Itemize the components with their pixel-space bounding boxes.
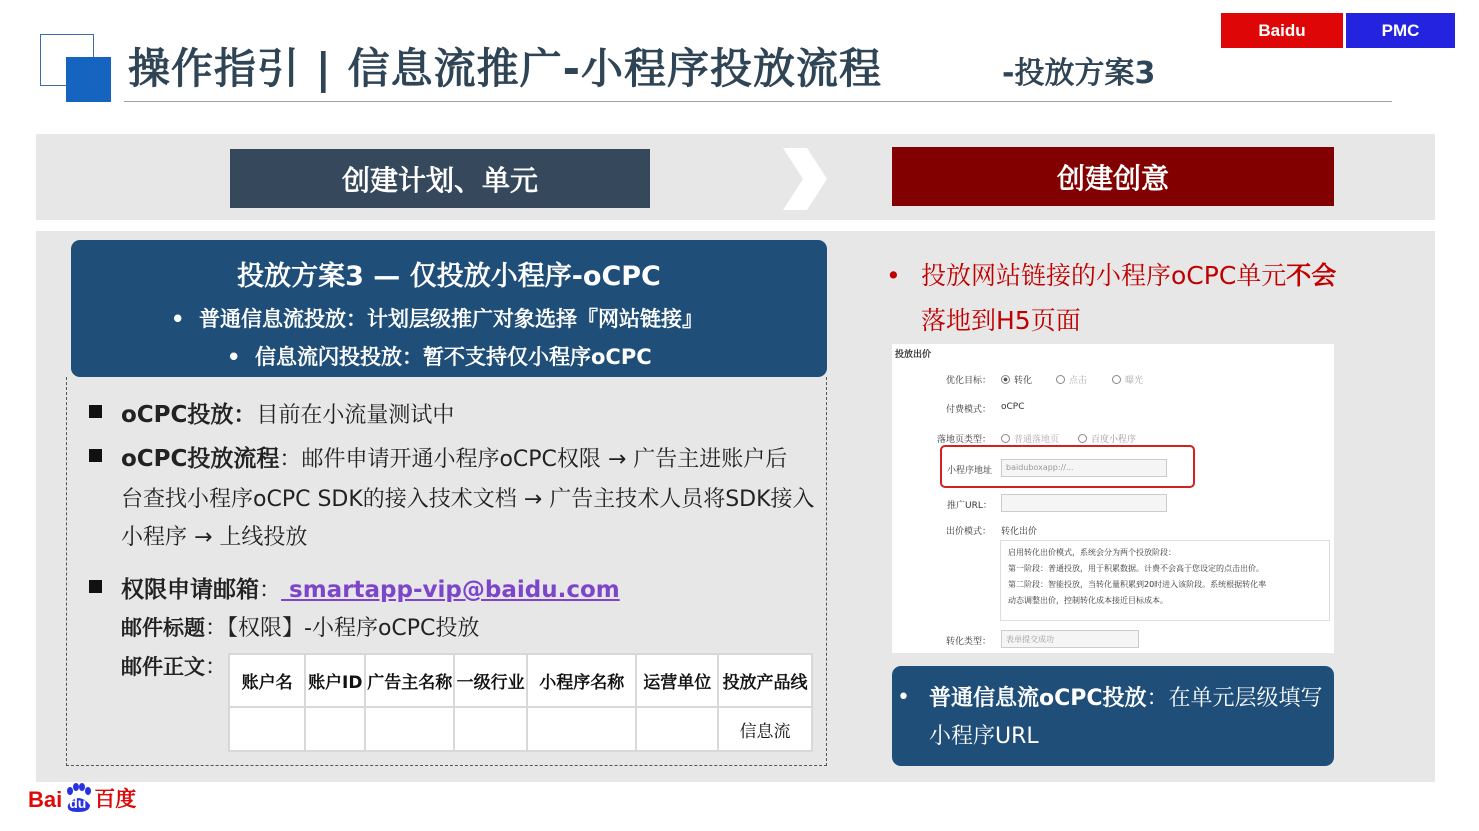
landing-option-miniprogram[interactable] xyxy=(1078,432,1136,445)
table-header-cell: 账户名 xyxy=(229,654,305,707)
step-create-plan xyxy=(230,149,650,208)
plan-bullet-flash-text: 信息流闪投投放：暂不支持仅小程序oCPC xyxy=(255,345,652,369)
warning-text-normal: 投放网站链接的小程序oCPC单元 xyxy=(921,261,1287,290)
table-header-cell: 账户ID xyxy=(305,654,365,707)
goal-option-label: 转化 xyxy=(1014,376,1033,386)
step-create-plan-label: 创建计划、单元 xyxy=(341,163,538,197)
goal-option-click[interactable] xyxy=(1056,373,1087,386)
bullet-marker: • xyxy=(886,261,901,290)
separator: ： xyxy=(205,655,228,680)
baidu-logo-paw-text: du xyxy=(69,795,87,811)
separator: ： xyxy=(279,447,302,472)
miniprogram-address-input[interactable]: baiduboxapp://... xyxy=(1001,459,1167,477)
table-cell: 信息流 xyxy=(718,707,812,751)
baidu-logo xyxy=(28,783,136,813)
right-warning-text xyxy=(921,253,1351,343)
mail-body xyxy=(121,650,227,681)
bullet-marker: • xyxy=(227,345,241,369)
goal-label: 优化目标： xyxy=(946,376,992,386)
hint-line: 启用转化出价模式，系统会分为两个投放阶段： xyxy=(1008,548,1176,557)
baidu-logo-chinese: 百度 xyxy=(94,787,137,811)
goal-option-label: 点击 xyxy=(1069,376,1088,386)
table-cell xyxy=(365,707,454,751)
detail-flow-line1 xyxy=(121,440,787,473)
mail-subject-text: 【权限】-小程序oCPC投放 xyxy=(227,616,480,641)
pmc-badge: PMC xyxy=(1346,13,1455,48)
hint-line: 第一阶段：普通投放，用于积累数据。计费不会高于您设定的点击出价。 xyxy=(1008,564,1264,573)
radio-icon xyxy=(1056,375,1065,384)
pay-mode-label: 付费模式： xyxy=(946,405,992,415)
conversion-type-value: 表单提交成功 xyxy=(1006,635,1054,644)
landing-type-label: 落地页类型： xyxy=(937,435,992,445)
table-header-cell: 一级行业 xyxy=(454,654,527,707)
separator: ： xyxy=(259,578,282,603)
plan-bullet-normal xyxy=(171,303,703,333)
square-bullet-icon xyxy=(89,449,102,462)
miniprogram-address-label: 小程序地址 xyxy=(947,466,993,476)
hint-line: 动态调整出价，控制转化成本接近目标成本。 xyxy=(1008,596,1168,605)
bid-mode-hint xyxy=(1000,540,1330,621)
detail-ocpc-text: 目前在小流量测试中 xyxy=(256,403,455,428)
table-row xyxy=(229,707,812,751)
promo-url-label: 推广URL： xyxy=(947,501,992,511)
goal-option-label: 曝光 xyxy=(1125,376,1144,386)
bidding-settings-screenshot xyxy=(892,344,1334,653)
square-bullet-icon xyxy=(89,405,102,418)
radio-icon xyxy=(1112,375,1121,384)
landing-option-label: 百度小程序 xyxy=(1091,435,1137,445)
detail-flow-label: oCPC投放流程 xyxy=(121,446,280,472)
mail-body-label: 邮件正文 xyxy=(121,655,205,679)
baidu-badge: Baidu xyxy=(1221,13,1343,48)
warning-text-bold: 不会 xyxy=(1286,261,1337,290)
plan-bullet-flash xyxy=(227,341,652,371)
table-header-cell: 广告主名称 xyxy=(365,654,454,707)
plan-header-box xyxy=(71,240,827,377)
table-cell xyxy=(636,707,718,751)
hint-line: 第二阶段：智能投放，当转化量积累到20时进入该阶段。系统根据转化率 xyxy=(1008,580,1267,589)
mail-body-table xyxy=(228,653,813,752)
step-create-creative-label: 创建创意 xyxy=(1056,161,1169,195)
step-create-creative xyxy=(892,147,1334,206)
detail-flow-line2: 台查找小程序oCPC SDK的接入技术文档 → 广告主技术人员将SDK接入 xyxy=(121,487,815,512)
detail-email xyxy=(121,571,620,604)
detail-email-label: 权限申请邮箱 xyxy=(121,577,259,603)
radio-icon xyxy=(1078,434,1087,443)
goal-option-impression[interactable] xyxy=(1112,373,1143,386)
shot-section-title: 投放出价 xyxy=(895,350,932,360)
table-cell xyxy=(527,707,636,751)
table-header-cell: 小程序名称 xyxy=(527,654,636,707)
square-bullet-icon xyxy=(89,580,102,593)
bid-mode-value: 转化出价 xyxy=(1001,527,1038,537)
baidu-logo-text: Bai xyxy=(28,787,63,812)
table-header-cell: 运营单位 xyxy=(636,654,718,707)
paw-icon xyxy=(63,783,93,813)
detail-flow-text: 邮件申请开通小程序oCPC权限 → 广告主进账户后 xyxy=(301,447,788,472)
conversion-type-label: 转化类型： xyxy=(946,637,992,647)
detail-ocpc-label: oCPC投放 xyxy=(121,402,234,428)
plan-bullet-normal-text: 普通信息流投放：计划层级推广对象选择『网站链接』 xyxy=(199,307,703,331)
header-logo-square-filled xyxy=(66,57,111,102)
landing-option-label: 普通落地页 xyxy=(1014,435,1060,445)
bid-mode-label: 出价模式： xyxy=(946,527,992,537)
landing-option-normal[interactable] xyxy=(1001,432,1059,445)
bullet-marker: • xyxy=(171,307,185,331)
table-header-cell: 投放产品线 xyxy=(718,654,812,707)
mail-subject xyxy=(121,611,479,642)
separator: ： xyxy=(205,616,228,641)
plan-title: 投放方案3 — 仅投放小程序-oCPC xyxy=(237,261,661,292)
goal-option-conversion[interactable] xyxy=(1001,373,1032,386)
warning-text-tail: 落地到H5页面 xyxy=(921,306,1081,335)
pay-mode-value: oCPC xyxy=(1001,402,1025,412)
table-cell xyxy=(229,707,305,751)
conversion-type-select[interactable] xyxy=(1001,630,1139,648)
email-link[interactable]: smartapp-vip@baidu.com xyxy=(281,577,620,603)
bullet-marker: • xyxy=(897,685,910,710)
table-cell xyxy=(305,707,365,751)
table-cell xyxy=(454,707,527,751)
mail-subject-label: 邮件标题 xyxy=(121,616,205,640)
separator: ： xyxy=(233,402,257,428)
radio-icon xyxy=(1001,434,1010,443)
radio-selected-icon xyxy=(1001,375,1010,384)
bottom-note-box xyxy=(892,666,1334,766)
promo-url-input[interactable] xyxy=(1001,494,1167,512)
page-subtitle: -投放方案3 xyxy=(1002,56,1156,91)
detail-flow-line3: 小程序 → 上线投放 xyxy=(121,525,308,550)
bottom-note-label: 普通信息流oCPC投放 xyxy=(929,686,1147,711)
bottom-note-text xyxy=(929,680,1324,756)
bottom-note-body: ：在单元层级填写小程序URL xyxy=(929,686,1323,749)
detail-ocpc xyxy=(121,396,454,429)
page-title: 操作指引 | 信息流推广-小程序投放流程 xyxy=(128,44,883,93)
title-divider xyxy=(124,101,1392,102)
table-header-row xyxy=(229,654,812,707)
